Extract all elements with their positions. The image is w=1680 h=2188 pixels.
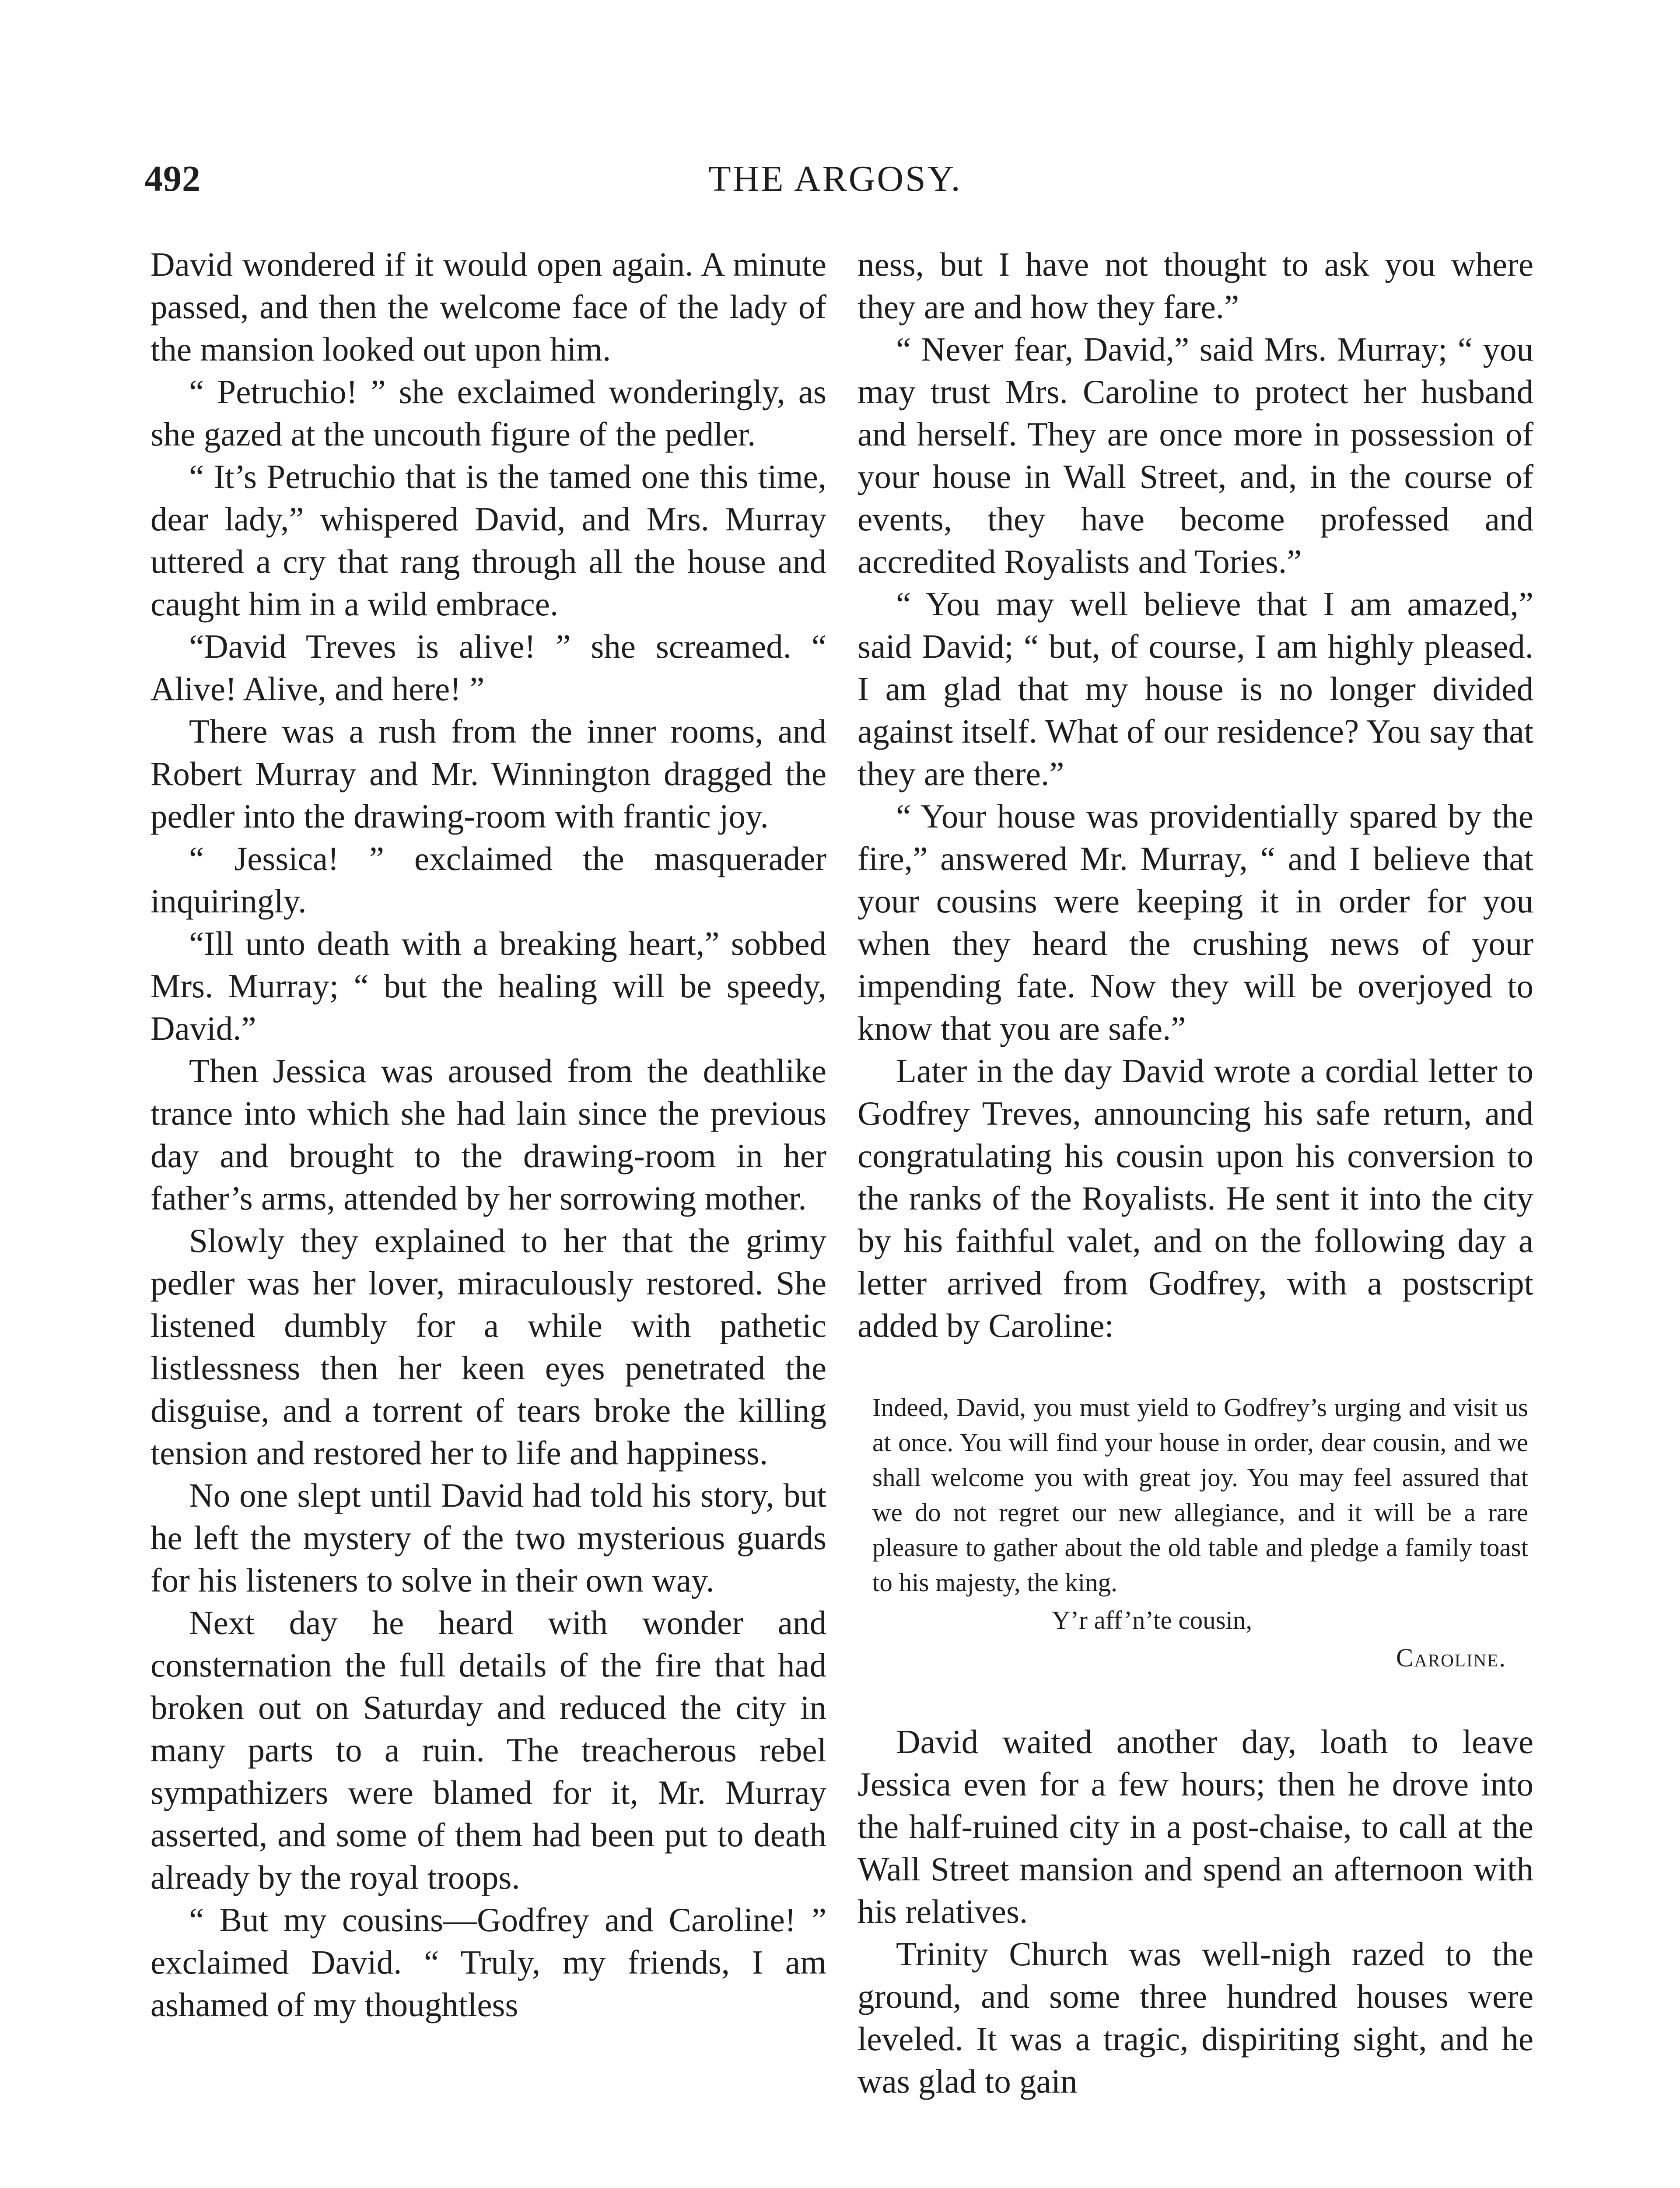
- letter-closing: Y’r aff’n’te cousin,: [1052, 1606, 1253, 1634]
- running-head: THE ARGOSY.: [708, 158, 962, 199]
- paragraph: Next day he heard with wonder and consternation the full details of the fire that had broken out on Saturday and reduced the city in many parts to a ruin. The treacherous rebel sympathizers were blamed for it, Mr. Murray asserted, and some of them had been put to death already by the royal troops.: [150, 1604, 826, 1896]
- paragraph: ness, but I have not thought to ask you where they are and how they fare.”: [858, 245, 1533, 326]
- paragraph: Slowly they explained to her that the grimy pedler was her lover, miraculously restored. She listened dumbly for a while with pathetic listlessness then her keen eyes penetrated the disguise, and a torrent of tears broke the killing tension and restored her to life and happiness.: [150, 1222, 826, 1472]
- left-column: [150, 243, 826, 2026]
- page-header: [144, 158, 1526, 210]
- quoted-letter: [872, 1390, 1528, 1675]
- paragraph: “ Never fear, David,” said Mrs. Murray; “ you may trust Mrs. Caroline to protect her husband and herself. They are once more in possession of your house in Wall Street, and, in the course of events, they have become professed and accredited Royalists and Tories.”: [858, 330, 1533, 580]
- paragraph: Then Jessica was aroused from the deathlike trance into which she had lain since the previous day and brought to the drawing-room in her father’s arms, attended by her sorrowing mother.: [150, 1052, 826, 1217]
- paragraph: “ You may well believe that I am amazed,” said David; “ but, of course, I am highly pleased. I am glad that my house is no longer divided against itself. What of our residence? You say that they are there.”: [858, 585, 1533, 792]
- paragraph: Trinity Church was well-nigh razed to the ground, and some three hundred houses were leveled. It was a tragic, dispiriting sight, and he was glad to gain: [858, 1935, 1533, 2100]
- paragraph: “David Treves is alive! ” she screamed. “ Alive! Alive, and here! ”: [150, 628, 826, 708]
- paragraph: “Ill unto death with a breaking heart,” sobbed Mrs. Murray; “ but the healing will be speedy, David.”: [150, 925, 826, 1047]
- paragraph: “ It’s Petruchio that is the tamed one this time, dear lady,” whispered David, and Mrs. Murray uttered a cry that rang through all the house and caught him in a wild embrace.: [150, 458, 826, 623]
- paragraph: “ Jessica! ” exclaimed the masquerader inquiringly.: [150, 840, 826, 920]
- letter-signature: Caroline.: [1396, 1643, 1506, 1672]
- paragraph: “ Petruchio! ” she exclaimed wonderingly, as she gazed at the uncouth figure of the pedler.: [150, 373, 826, 453]
- page-number: 492: [144, 158, 201, 199]
- letter-body: Indeed, David, you must yield to Godfrey’s urging and visit us at once. You will find your house in order, dear cousin, and we shall welcome you with great joy. You may feel assured that we do not regret our new allegiance, and it will be a rare pleasure to gather about the old table and pledge a family toast to his majesty, the king.: [872, 1393, 1528, 1597]
- paragraph: There was a rush from the inner rooms, and Robert Murray and Mr. Winnington dragged the pedler into the drawing-room with frantic joy.: [150, 712, 826, 835]
- paragraph: Later in the day David wrote a cordial letter to Godfrey Treves, announcing his safe return, and congratulating his cousin upon his conversion to the ranks of the Royalists. He sent it into the city by his faithful valet, and on the following day a letter arrived from Godfrey, with a postscript added by Caroline:: [858, 1052, 1533, 1344]
- right-column: [858, 243, 1533, 2103]
- paragraph: “ Your house was providentially spared by the fire,” answered Mr. Murray, “ and I believe that your cousins were keeping it in order for you when they heard the crushing news of your impending fate. Now they will be overjoyed to know that you are safe.”: [858, 797, 1533, 1047]
- paragraph: David wondered if it would open again. A minute passed, and then the welcome face of the lady of the mansion looked out upon him.: [150, 245, 826, 368]
- paragraph: “ But my cousins—Godfrey and Caroline! ” exclaimed David. “ Truly, my friends, I am ashamed of my thoughtless: [150, 1901, 826, 2023]
- post-letter-text: [858, 1721, 1533, 2103]
- paragraph: David waited another day, loath to leave Jessica even for a few hours; then he drove into the half-ruined city in a post-chaise, to call at the Wall Street mansion and spend an afternoon with his relatives.: [858, 1723, 1533, 1930]
- paragraph: No one slept until David had told his story, but he left the mystery of the two mysterious guards for his listeners to solve in their own way.: [150, 1476, 826, 1599]
